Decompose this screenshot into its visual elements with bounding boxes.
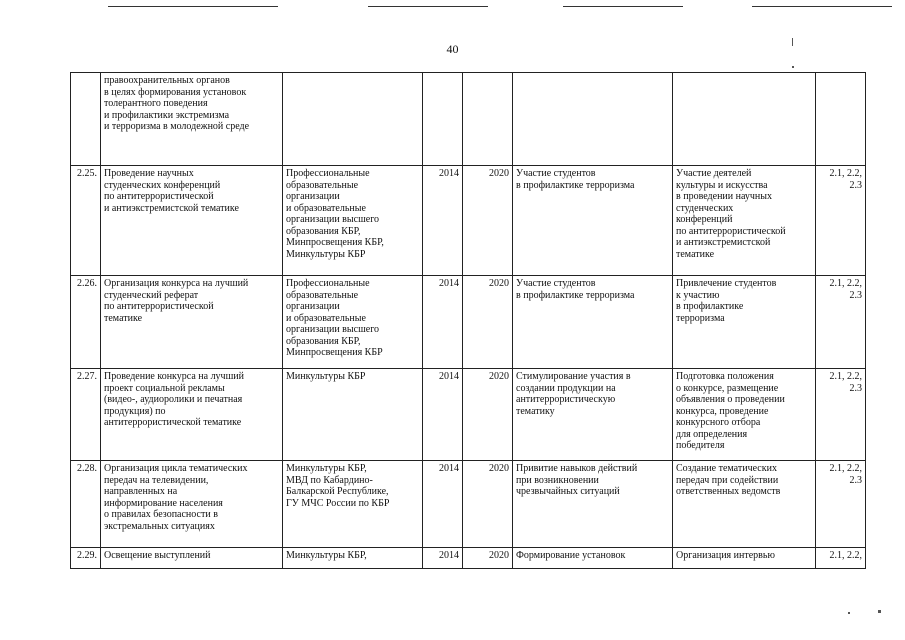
event-cell: Организация конкурса на лучший студенческий реферат по антитеррористической тематике bbox=[101, 276, 283, 369]
table-row bbox=[71, 73, 866, 166]
indicator-cell bbox=[673, 73, 816, 166]
start-year-cell: 2014 bbox=[423, 166, 463, 276]
scan-speck bbox=[792, 66, 794, 68]
result-cell: Формирование установок bbox=[513, 548, 673, 569]
result-cell: Участие студентов в профилактике терроризма bbox=[513, 276, 673, 369]
end-year-cell: 2020 bbox=[463, 461, 513, 548]
start-year-cell: 2014 bbox=[423, 548, 463, 569]
indicator-cell: Создание тематических передач при содействии ответственных ведомств bbox=[673, 461, 816, 548]
indicator-cell: Участие деятелей культуры и искусства в проведении научных студенческих конференций по антитеррористической и антиэкстремистской тематике bbox=[673, 166, 816, 276]
top-rule-4 bbox=[752, 6, 892, 7]
executor-cell: Минкультуры КБР, bbox=[283, 548, 423, 569]
tasks-cell bbox=[816, 73, 866, 166]
indicator-cell: Организация интервью bbox=[673, 548, 816, 569]
event-cell: Освещение выступлений bbox=[101, 548, 283, 569]
result-cell: Привитие навыков действий при возникновении чрезвычайных ситуаций bbox=[513, 461, 673, 548]
scan-speck bbox=[848, 612, 850, 614]
indicator-cell: Подготовка положения о конкурсе, размещение объявления о проведении конкурса, проведение конкурсного отбора для определения победителя bbox=[673, 369, 816, 461]
tasks-cell: 2.1, 2.2, 2.3 bbox=[816, 369, 866, 461]
table-row bbox=[71, 548, 866, 569]
event-cell: Проведение конкурса на лучший проект социальной рекламы (видео-, аудиоролики и печатная продукция) по антитеррористической тематике bbox=[101, 369, 283, 461]
table-row bbox=[71, 276, 866, 369]
start-year-cell bbox=[423, 73, 463, 166]
event-cell: Организация цикла тематических передач на телевидении, направленных на информирование населения о правилах безопасности в экстремальных ситуациях bbox=[101, 461, 283, 548]
row-number bbox=[71, 73, 101, 166]
page-number: 40 bbox=[446, 42, 459, 56]
program-table bbox=[70, 72, 866, 569]
table-row bbox=[71, 461, 866, 548]
row-number: 2.28. bbox=[71, 461, 101, 548]
tasks-cell: 2.1, 2.2, 2.3 bbox=[816, 276, 866, 369]
end-year-cell: 2020 bbox=[463, 369, 513, 461]
executor-cell: Минкультуры КБР, МВД по Кабардино- Балкарской Республике, ГУ МЧС России по КБР bbox=[283, 461, 423, 548]
top-rule-2 bbox=[368, 6, 488, 7]
result-cell: Участие студентов в профилактике терроризма bbox=[513, 166, 673, 276]
table-row bbox=[71, 369, 866, 461]
event-cell: Проведение научных студенческих конференций по антитеррористической и антиэкстремистской тематике bbox=[101, 166, 283, 276]
top-rule-3 bbox=[563, 6, 683, 7]
row-number: 2.27. bbox=[71, 369, 101, 461]
row-number: 2.26. bbox=[71, 276, 101, 369]
end-year-cell: 2020 bbox=[463, 166, 513, 276]
start-year-cell: 2014 bbox=[423, 461, 463, 548]
executor-cell bbox=[283, 73, 423, 166]
indicator-cell: Привлечение студентов к участию в профилактике терроризма bbox=[673, 276, 816, 369]
start-year-cell: 2014 bbox=[423, 276, 463, 369]
row-number: 2.29. bbox=[71, 548, 101, 569]
start-year-cell: 2014 bbox=[423, 369, 463, 461]
end-year-cell: 2020 bbox=[463, 548, 513, 569]
tasks-cell: 2.1, 2.2, 2.3 bbox=[816, 461, 866, 548]
top-rule-1 bbox=[108, 6, 278, 7]
result-cell: Стимулирование участия в создании продукции на антитеррористическую тематику bbox=[513, 369, 673, 461]
tasks-cell: 2.1, 2.2, 2.3 bbox=[816, 166, 866, 276]
scan-speck bbox=[878, 610, 881, 613]
end-year-cell bbox=[463, 73, 513, 166]
executor-cell: Минкультуры КБР bbox=[283, 369, 423, 461]
executor-cell: Профессиональные образовательные организации и образовательные организации высшего образования КБР, Минпросвещения КБР, Минкультуры КБР bbox=[283, 166, 423, 276]
result-cell bbox=[513, 73, 673, 166]
end-year-cell: 2020 bbox=[463, 276, 513, 369]
row-number: 2.25. bbox=[71, 166, 101, 276]
event-cell: правоохранительных органов в целях формирования установок толерантного поведения и профилактики экстремизма и терроризма в молодежной среде bbox=[101, 73, 283, 166]
executor-cell: Профессиональные образовательные организации и образовательные организации высшего образования КБР, Минпросвещения КБР bbox=[283, 276, 423, 369]
table-row bbox=[71, 166, 866, 276]
scan-speck bbox=[792, 38, 793, 46]
tasks-cell: 2.1, 2.2, bbox=[816, 548, 866, 569]
